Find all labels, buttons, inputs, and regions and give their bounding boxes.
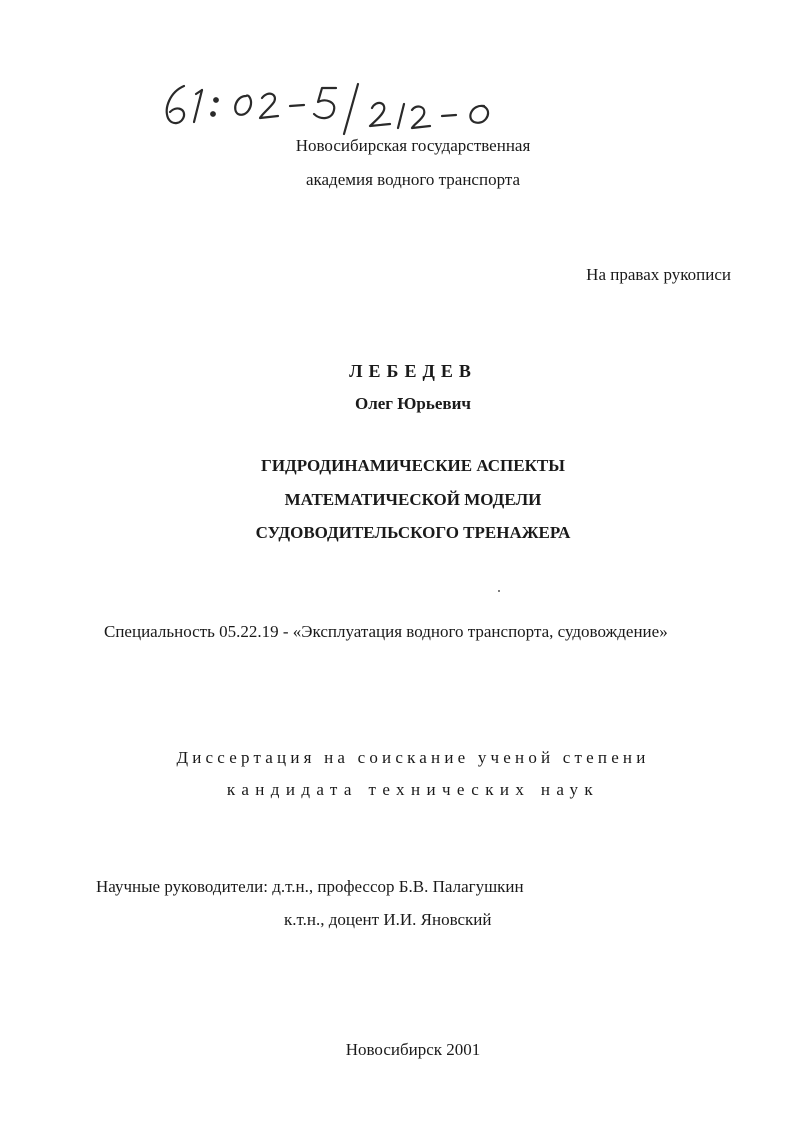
institution-line-1: Новосибирская государственная <box>295 136 531 155</box>
dissertation-title-line-1: ГИДРОДИНАМИЧЕСКИЕ АСПЕКТЫ <box>261 456 565 475</box>
specialty-line: Специальность 05.22.19 - «Эксплуатация водного транспорта, судовождение» <box>104 622 668 641</box>
scan-speck <box>498 590 500 592</box>
manuscript-rights-note: На правах рукописи <box>586 265 731 284</box>
supervisors-line-2: к.т.н., доцент И.И. Яновский <box>284 910 492 929</box>
supervisors-line-1: Научные руководители: д.т.н., профессор Б.В. Палагушкин <box>96 877 524 896</box>
author-name: Олег Юрьевич <box>355 394 471 413</box>
dissertation-title-line-3: СУДОВОДИТЕЛЬСКОГО ТРЕНАЖЕРА <box>255 523 571 542</box>
degree-line-2: кандидата технических наук <box>226 780 600 799</box>
handwritten-registry-number <box>150 78 550 140</box>
degree-line-1: Диссертация на соискание ученой степени <box>176 748 650 767</box>
author-surname: ЛЕБЕДЕВ <box>349 361 477 381</box>
dissertation-title-line-2: МАТЕМАТИЧЕСКОЙ МОДЕЛИ <box>284 490 542 509</box>
institution-line-2: академия водного транспорта <box>305 170 521 189</box>
city-year: Новосибирск 2001 <box>345 1040 481 1059</box>
